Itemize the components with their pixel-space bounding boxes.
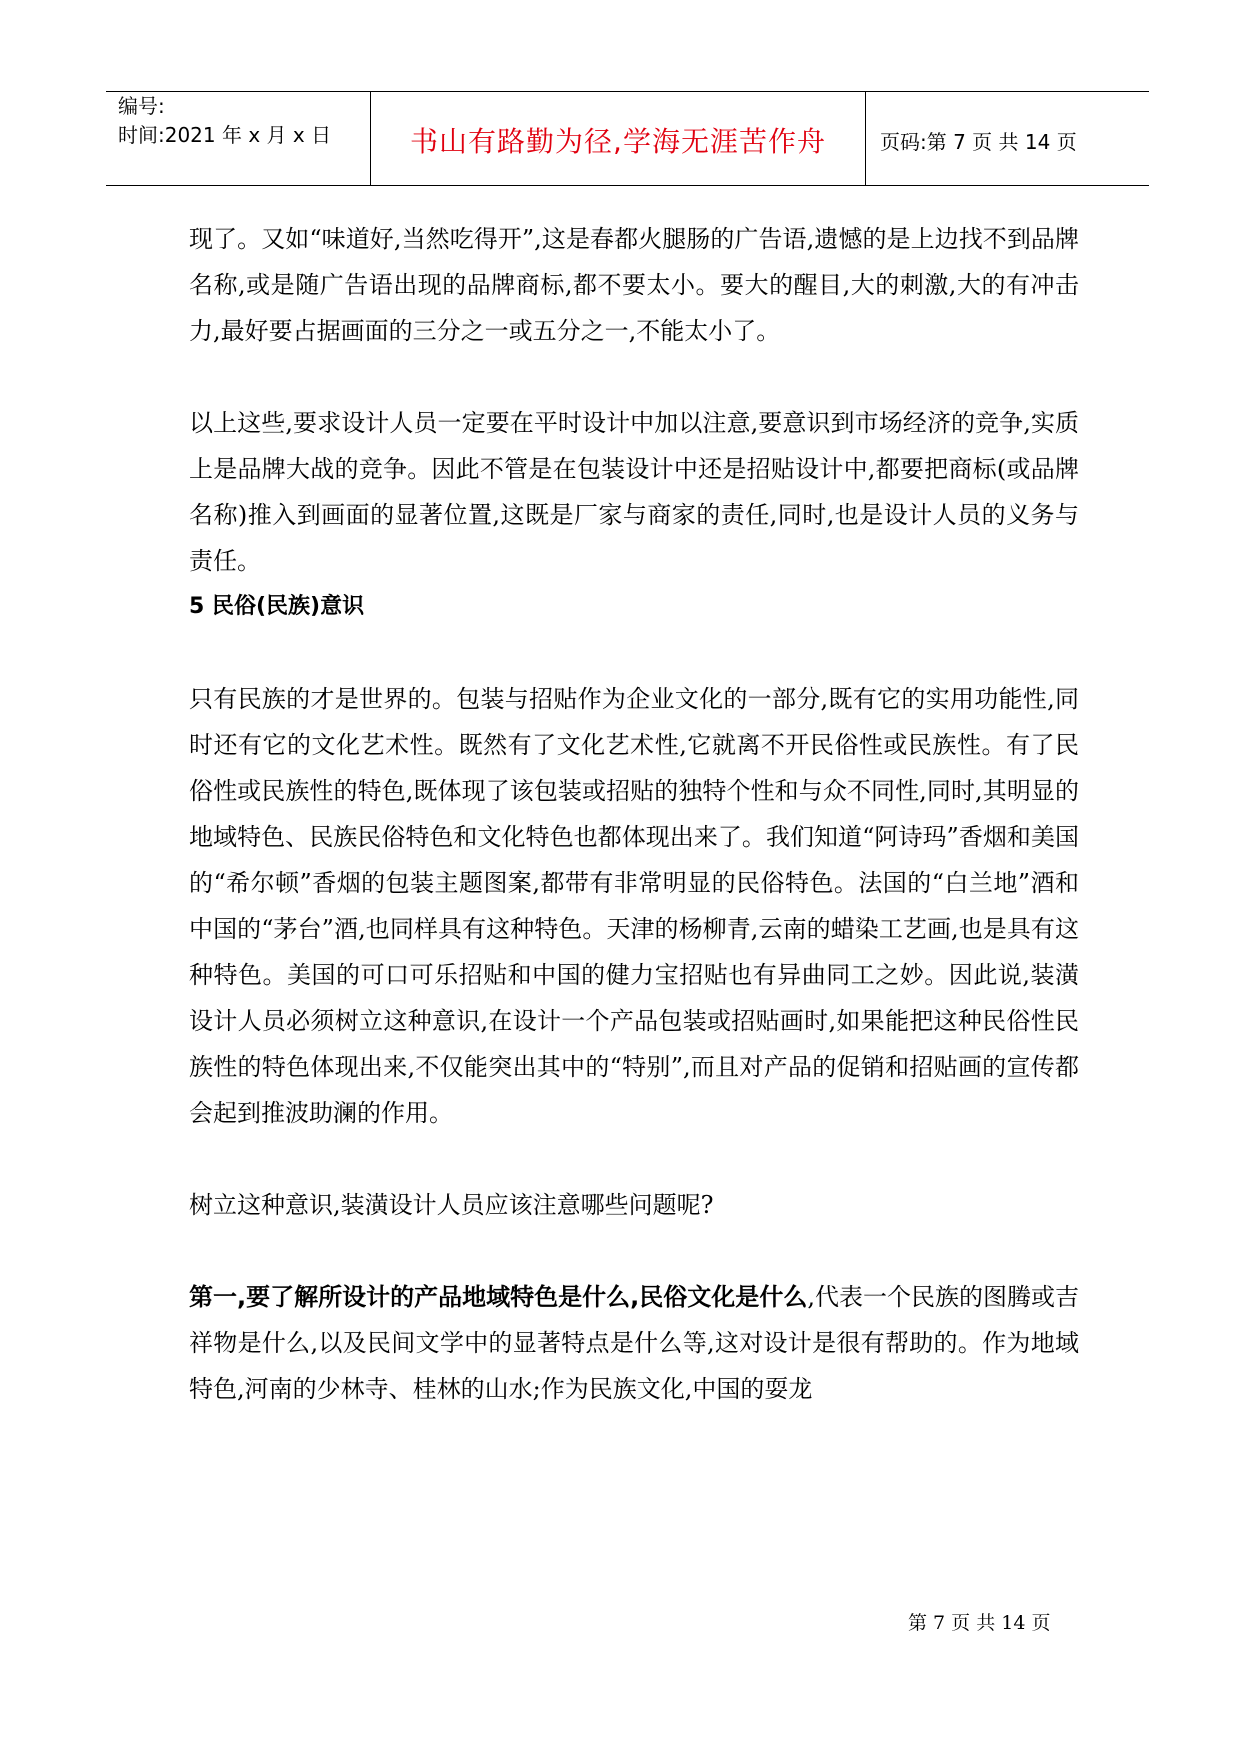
document-body [189,216,1079,1412]
paragraph-2: 以上这些,要求设计人员一定要在平时设计中加以注意,要意识到市场经济的竞争,实质上是品牌大战的竞争。因此不管是在包装设计中还是招贴设计中,都要把商标(或品牌名称)推入到画面的显著位置,这既是厂家与商家的责任,同时,也是设计人员的义务与责任。 [189,409,1079,575]
header-meta-cell [106,92,371,185]
page-footer: 第 7 页 共 14 页 [908,1612,1051,1634]
paragraph-3: 只有民族的才是世界的。包装与招贴作为企业文化的一部分,既有它的实用功能性,同时还有它的文化艺术性。既然有了文化艺术性,它就离不开民俗性或民族性。有了民俗性或民族性的特色,既体现了该包装或招贴的独特个性和与众不同性,同时,其明显的地域特色、民族民俗特色和文化特色也都体现出来了。我们知道“阿诗玛”香烟和美国的“希尔顿”香烟的包装主题图案,都带有非常明显的民俗特色。法国的“白兰地”酒和中国的“茅台”酒,也同样具有这种特色。天津的杨柳青,云南的蜡染工艺画,也是具有这种特色。美国的可口可乐招贴和中国的健力宝招贴也有异曲同工之妙。因此说,装潢设计人员必须树立这种意识,在设计一个产品包装或招贴画时,如果能把这种民俗性民族性的特色体现出来,不仅能突出其中的“特别”,而且对产品的促销和招贴画的宣传都会起到推波助澜的作用。 [189,685,1079,1127]
header-motto-cell [371,92,866,185]
paragraph-4: 树立这种意识,装潢设计人员应该注意哪些问题呢? [189,1191,714,1219]
header-page-info: 页码:第 7 页 共 14 页 [880,130,1077,154]
paragraph-1: 现了。又如“味道好,当然吃得开”,这是春都火腿肠的广告语,遗憾的是上边找不到品牌名称,或是随广告语出现的品牌商标,都不要太小。要大的醒目,大的刺激,大的有冲击力,最好要占据画面的三分之一或五分之一,不能太小了。 [189,225,1079,345]
page-header [106,91,1149,186]
time-label: 时间:2021 年 x 月 x 日 [118,123,332,147]
paragraph-5-rest: ,代表一个民族的图腾或吉祥物是什么,以及民间文学中的显著特点是什么等,这对设计是很有帮助的。作为地域特色,河南的少林寺、桂林的山水;作为民族文化,中国的耍龙 [189,1283,1079,1403]
header-motto: 书山有路勤为径,学海无涯苦作舟 [410,125,826,158]
section-heading: 5 民俗(民族)意识 [189,594,365,619]
paragraph-5-bold-lead: 第一,要了解所设计的产品地域特色是什么,民俗文化是什么 [189,1283,808,1311]
serial-label: 编号: [118,94,165,118]
header-page-cell [866,92,1149,185]
paragraph-5 [189,1274,1079,1412]
